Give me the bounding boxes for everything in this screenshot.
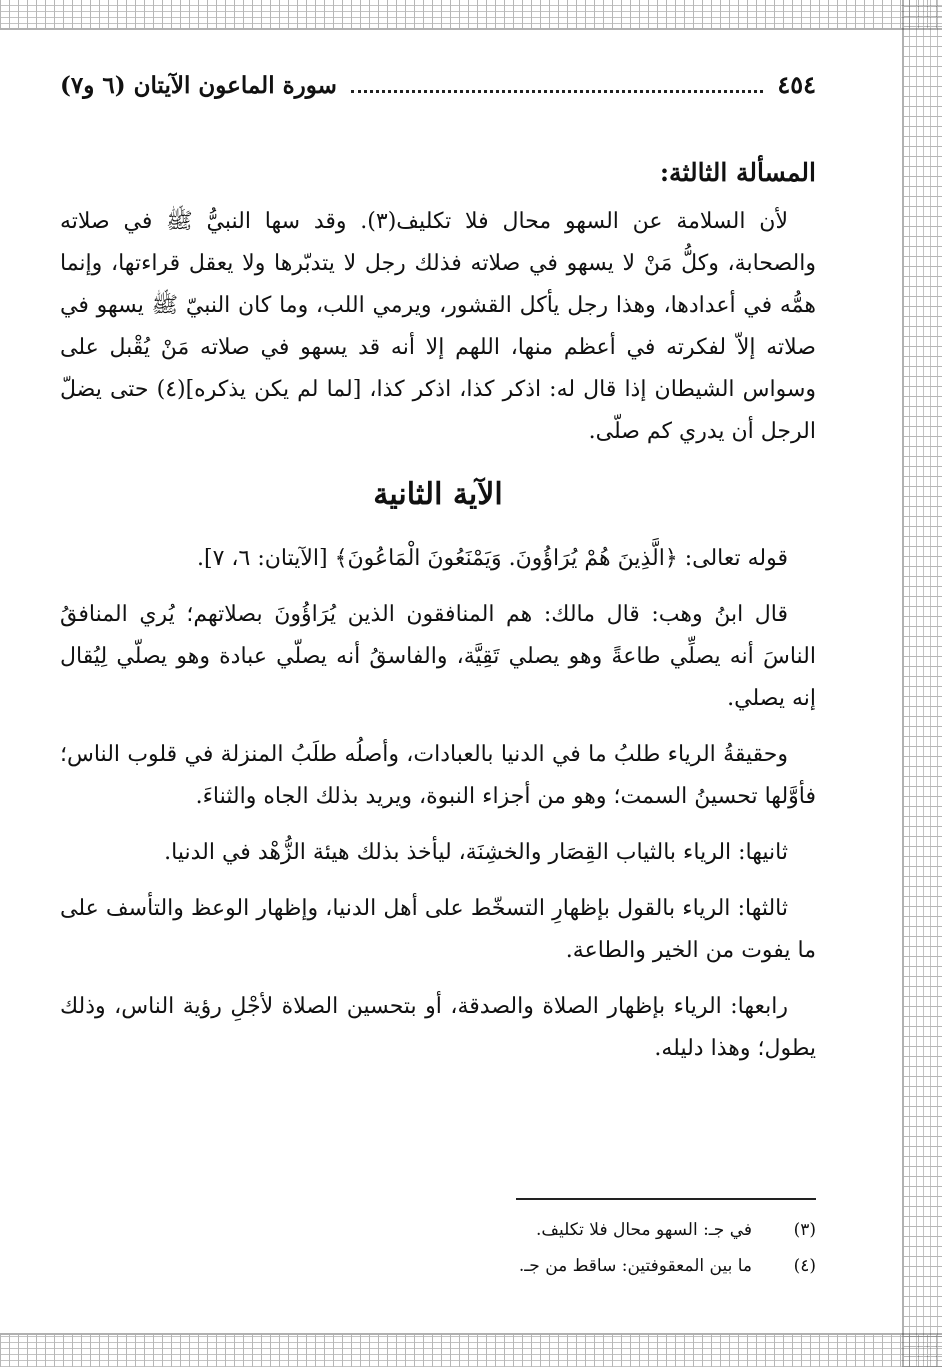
page-border-bottom [0,1333,942,1367]
footnote-text: ما بين المعقوفتين: ساقط من جـ. [518,1256,752,1276]
footnotes [60,1198,816,1284]
ayah-paragraph-2: وحقيقةُ الرياء طلبُ ما في الدنيا بالعبادات، وأصلُه طلَبُ المنزلة في قلوب الناس؛ فأوَّلها تحسينُ السمت؛ وهو من أجزاء النبوة، ويريد بذلك الجاه والثناءَ. [60,742,816,809]
header-dot-leader [351,82,763,93]
footnote-number: (٤) [793,1256,816,1276]
verse-citation: قوله تعالى: ﴿الَّذِينَ هُمْ يُرَاؤُونَ. وَيَمْنَعُونَ الْمَاعُونَ﴾ [الآيتان: ٦، ٧]. [197,546,788,571]
ayah-paragraph-4: ثالثها: الرياء بالقول بإظهارِ التسخّط على أهل الدنيا، وإظهار الوعظ والتأسف على ما يفوت من الخير والطاعة. [60,896,816,963]
ayah-paragraph-1: قال ابنُ وهب: قال مالك: هم المنافقون الذين يُرَاؤُونَ بصلاتهم؛ يُري المنافقُ الناسَ أنه يصلِّي طاعةً وهو يصلي تَقِيَّة، والفاسقُ أنه يصلّي عبادة وهو يصلّي لِيُقال إنه يصلي. [60,602,816,711]
ayah-heading: الآية الثانية [373,477,503,512]
footnote-text: في جـ: السهو محال فلا تكليف. [536,1220,752,1240]
footnote-number: (٣) [793,1220,816,1240]
section-paragraph: لأن السلامة عن السهو محال فلا تكليف(٣). وقد سها النبيُّ ﷺ في صلاته والصحابة، وكلُّ مَنْ لا يسهو في صلاته فذلك رجل لا يتدبّرها ولا يعقل قراءتها، وإنما همُّه في أعدادها، وهذا رجل يأكل القشور، ويرمي اللب، وما كان النبيّ ﷺ يسهو في صلاته إلاّ لفكرته في أعظم منها، اللهم إلا أنه قد يسهو في صلاته مَنْ يُقْبل على وسواس الشيطان إذا قال له: اذكر كذا، اذكر كذا، [لما لم يكن يذكره](٤) حتى يضلّ الرجل أن يدري كم صلّى. [60,209,816,444]
page-border-right [902,0,942,1367]
page-body [60,70,816,1084]
page-border-top [0,0,942,30]
page-number: ٤٥٤ [777,70,816,99]
ayah-paragraph-5: رابعها: الرياء بإظهار الصلاة والصدقة، أو بتحسين الصلاة لأجْلِ رؤية الناس، وذلك يطول؛ وهذا دليله. [60,994,816,1061]
footnote-item [60,1248,816,1284]
section-heading: المسألة الثالثة: [659,158,816,187]
footnote-separator [516,1198,816,1200]
running-title-wrap [60,72,777,99]
footnote-item [60,1212,816,1248]
running-header [60,70,816,120]
running-title: سورة الماعون الآيتان (٦ و٧) [60,72,337,99]
ayah-paragraph-3: ثانيها: الرياء بالثياب القِصَار والخشِنَة، ليأخذ بذلك هيئة الزُّهْد في الدنيا. [164,840,788,865]
